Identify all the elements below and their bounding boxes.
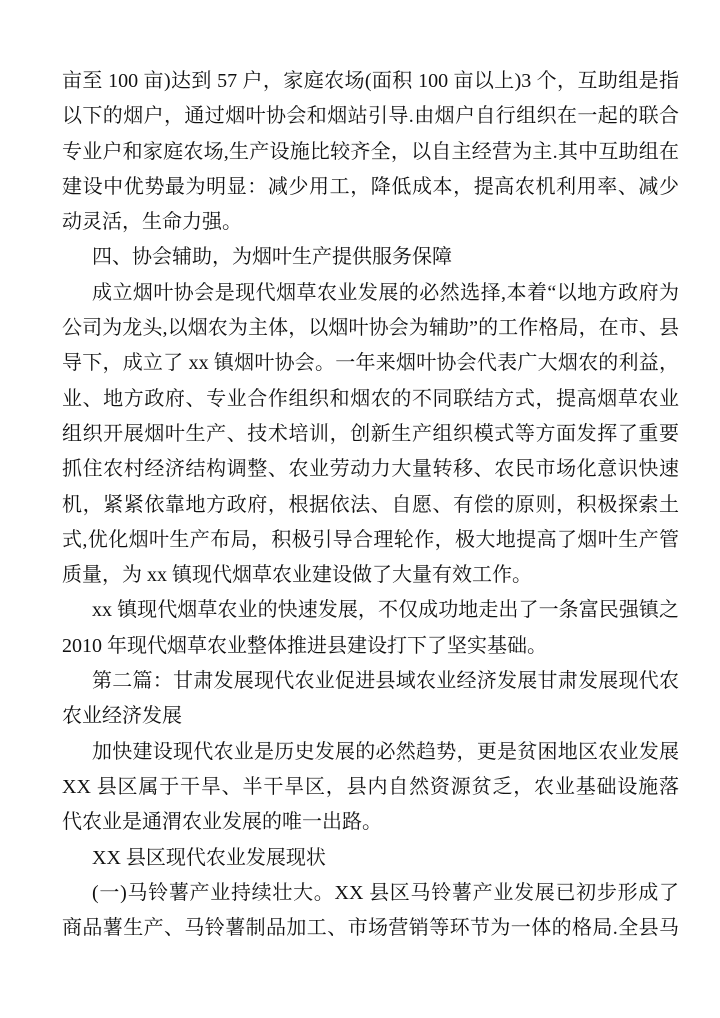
text-line: 业、地方政府、专业合作组织和烟农的不同联结方式，提高烟草农业 xyxy=(62,387,679,410)
text-line: 商品薯生产、马铃薯制品加工、市场营销等环节为一体的格局.全县马 xyxy=(62,917,679,940)
text-line: 质量，为 xx 镇现代烟草农业建设做了大量有效工作。 xyxy=(62,564,532,587)
text-line: xx 镇现代烟草农业的快速发展，不仅成功地走出了一条富民强镇之 xyxy=(92,599,679,622)
text-line: 农业经济发展 xyxy=(62,705,182,728)
text-line: 代农业是通渭农业发展的唯一出路。 xyxy=(62,811,382,834)
text-line: 亩至 100 亩)达到 57 户，家庭农场(面积 100 亩以上)3 个，互助组是指 xyxy=(62,70,679,92)
text-line: 专业户和家庭农场,生产设施比较齐全，以自主经营为主.其中互助组在 xyxy=(62,140,679,163)
text-line: 四、协会辅助，为烟叶生产提供服务保障 xyxy=(92,246,452,269)
text-line: XX 县区属于干旱、半干旱区，县内自然资源贫乏，农业基础设施落 xyxy=(62,775,679,798)
text-line: 动灵活，生命力强。 xyxy=(62,211,242,234)
text-line: 式,优化烟叶生产布局，积极引导合理轮作，极大地提高了烟叶生产管 xyxy=(62,528,679,551)
text-line: 建设中优势最为明显：减少用工，降低成本，提高农机利用率、减少 xyxy=(62,175,679,198)
text-line: 成立烟叶协会是现代烟草农业发展的必然选择,本着“以地方政府为 xyxy=(92,281,679,304)
text-line: 机，紧紧依靠地方政府，根据依法、自愿、有偿的原则，积极探索土 xyxy=(62,493,679,516)
text-line: 2010 年现代烟草农业整体推进县建设打下了坚实基础。 xyxy=(62,634,547,657)
text-line: 以下的烟户，通过烟叶协会和烟站引导.由烟户自行组织在一起的联合 xyxy=(62,105,679,128)
document-page xyxy=(62,64,679,946)
text-line: 第二篇：甘肃发展现代农业促进县域农业经济发展甘肃发展现代农 xyxy=(92,670,679,693)
text-line: (一)马铃薯产业持续壮大。XX 县区马铃薯产业发展已初步形成了 xyxy=(92,881,679,904)
text-line: 加快建设现代农业是历史发展的必然趋势，更是贫困地区农业发展 xyxy=(92,740,679,763)
text-line: 抓住农村经济结构调整、农业劳动力大量转移、农民市场化意识快速 xyxy=(62,458,679,481)
text-line: XX 县区现代农业发展现状 xyxy=(92,846,326,869)
text-line: 组织开展烟叶生产、技术培训，创新生产组织模式等方面发挥了重要 xyxy=(62,422,679,445)
text-line: 公司为龙头,以烟农为主体，以烟叶协会为辅助”的工作格局，在市、县 xyxy=(62,317,679,340)
text-line: 导下，成立了 xx 镇烟叶协会。一年来烟叶协会代表广大烟农的利益， xyxy=(62,352,679,375)
